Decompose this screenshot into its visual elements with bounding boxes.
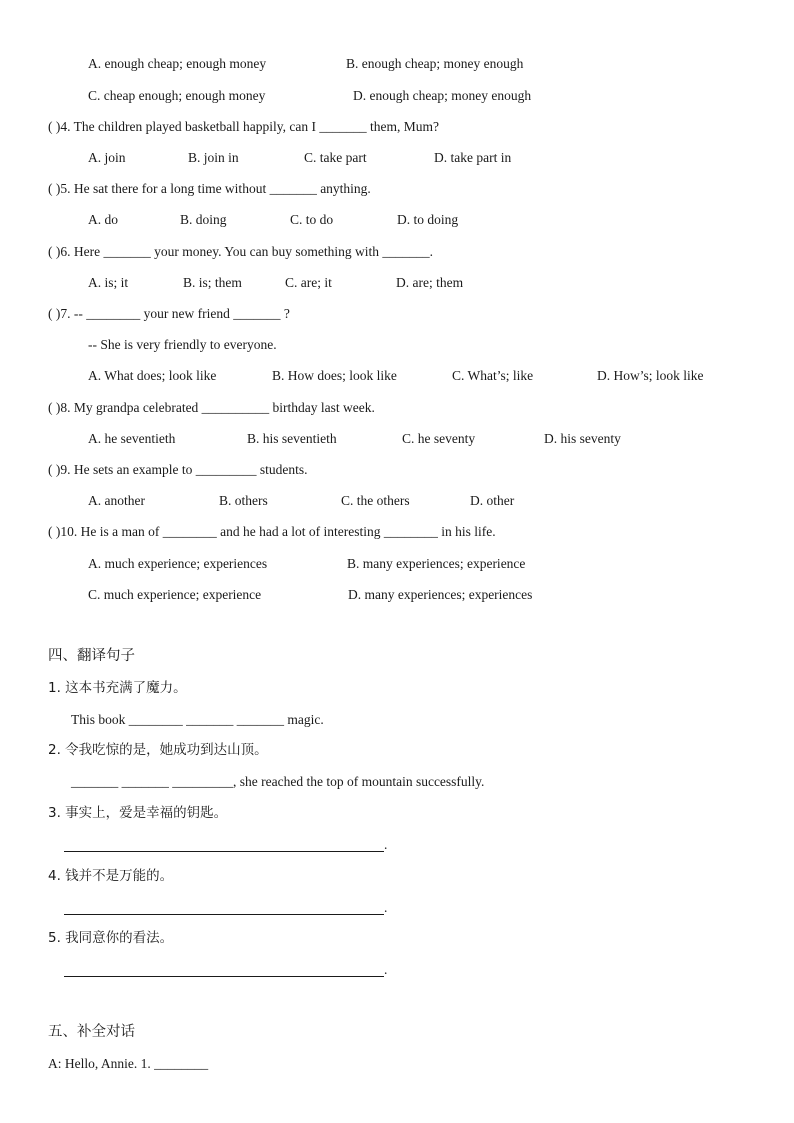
section-5-title: 五、补全对话 (48, 1024, 135, 1040)
translate-item-3-period: . (384, 837, 388, 852)
translate-item-2-prompt: 2. 令我吃惊的是，她成功到达山顶。 (48, 742, 268, 758)
q5-option-d: D. to doing (397, 212, 459, 227)
question-7-stem: ( )7. -- ________ your new friend _______ ? (48, 306, 290, 321)
translate-item-3-answer-line (64, 851, 384, 852)
q5-option-a: A. do (88, 212, 118, 227)
translate-item-4-period: . (384, 900, 388, 915)
q3-option-a: A. enough cheap; enough money (88, 56, 267, 71)
question-4-stem: ( )4. The children played basketball happily, can I _______ them, Mum? (48, 119, 440, 134)
q4-option-d: D. take part in (434, 150, 512, 165)
q10-option-c: C. much experience; experience (88, 587, 262, 602)
q8-option-d: D. his seventy (544, 431, 621, 446)
question-6-stem: ( )6. Here _______ your money. You can buy something with _______. (48, 244, 433, 259)
q6-option-a: A. is; it (88, 275, 129, 290)
translate-item-1-prompt: 1. 这本书充满了魔力。 (48, 680, 187, 696)
q3-option-d: D. enough cheap; money enough (353, 88, 532, 103)
q3-option-c: C. cheap enough; enough money (88, 88, 266, 103)
q9-option-a: A. another (88, 493, 145, 508)
q8-option-a: A. he seventieth (88, 431, 176, 446)
translate-item-3-prompt: 3. 事实上，爱是幸福的钥匙。 (48, 805, 228, 821)
q3-option-b: B. enough cheap; money enough (346, 56, 524, 71)
q6-option-d: D. are; them (396, 275, 464, 290)
q6-option-b: B. is; them (183, 275, 242, 290)
question-10-stem: ( )10. He is a man of ________ and he had a lot of interesting ________ in his life. (48, 524, 496, 539)
translate-item-2-answer: _______ _______ _________, she reached the top of mountain successfully. (71, 774, 485, 789)
q8-option-b: B. his seventieth (247, 431, 337, 446)
q7-option-c: C. What’s; like (452, 368, 534, 383)
q10-option-a: A. much experience; experiences (88, 556, 268, 571)
question-9-stem: ( )9. He sets an example to _________ students. (48, 462, 308, 477)
translate-item-5-answer-line (64, 976, 384, 977)
q9-option-b: B. others (219, 493, 268, 508)
q7-option-d: D. How’s; look like (597, 368, 704, 383)
q7-option-a: A. What does; look like (88, 368, 217, 383)
section-4-title: 四、翻译句子 (48, 648, 135, 664)
q6-option-c: C. are; it (285, 275, 332, 290)
q8-option-c: C. he seventy (402, 431, 476, 446)
q5-option-c: C. to do (290, 212, 334, 227)
q4-option-c: C. take part (304, 150, 367, 165)
q4-option-b: B. join in (188, 150, 239, 165)
question-7-dialogue: -- She is very friendly to everyone. (88, 337, 277, 352)
q9-option-c: C. the others (341, 493, 410, 508)
translate-item-5-period: . (384, 962, 388, 977)
q10-option-d: D. many experiences; experiences (348, 587, 533, 602)
q10-option-b: B. many experiences; experience (347, 556, 526, 571)
translate-item-4-prompt: 4. 钱并不是万能的。 (48, 868, 174, 884)
q4-option-a: A. join (88, 150, 126, 165)
q5-option-b: B. doing (180, 212, 227, 227)
dialogue-line-1: A: Hello, Annie. 1. ________ (48, 1056, 209, 1071)
q9-option-d: D. other (470, 493, 515, 508)
translate-item-4-answer-line (64, 914, 384, 915)
translate-item-5-prompt: 5. 我同意你的看法。 (48, 930, 174, 946)
translate-item-1-answer: This book ________ _______ _______ magic. (71, 712, 324, 727)
question-8-stem: ( )8. My grandpa celebrated __________ birthday last week. (48, 400, 375, 415)
question-5-stem: ( )5. He sat there for a long time without _______ anything. (48, 181, 371, 196)
q7-option-b: B. How does; look like (272, 368, 397, 383)
